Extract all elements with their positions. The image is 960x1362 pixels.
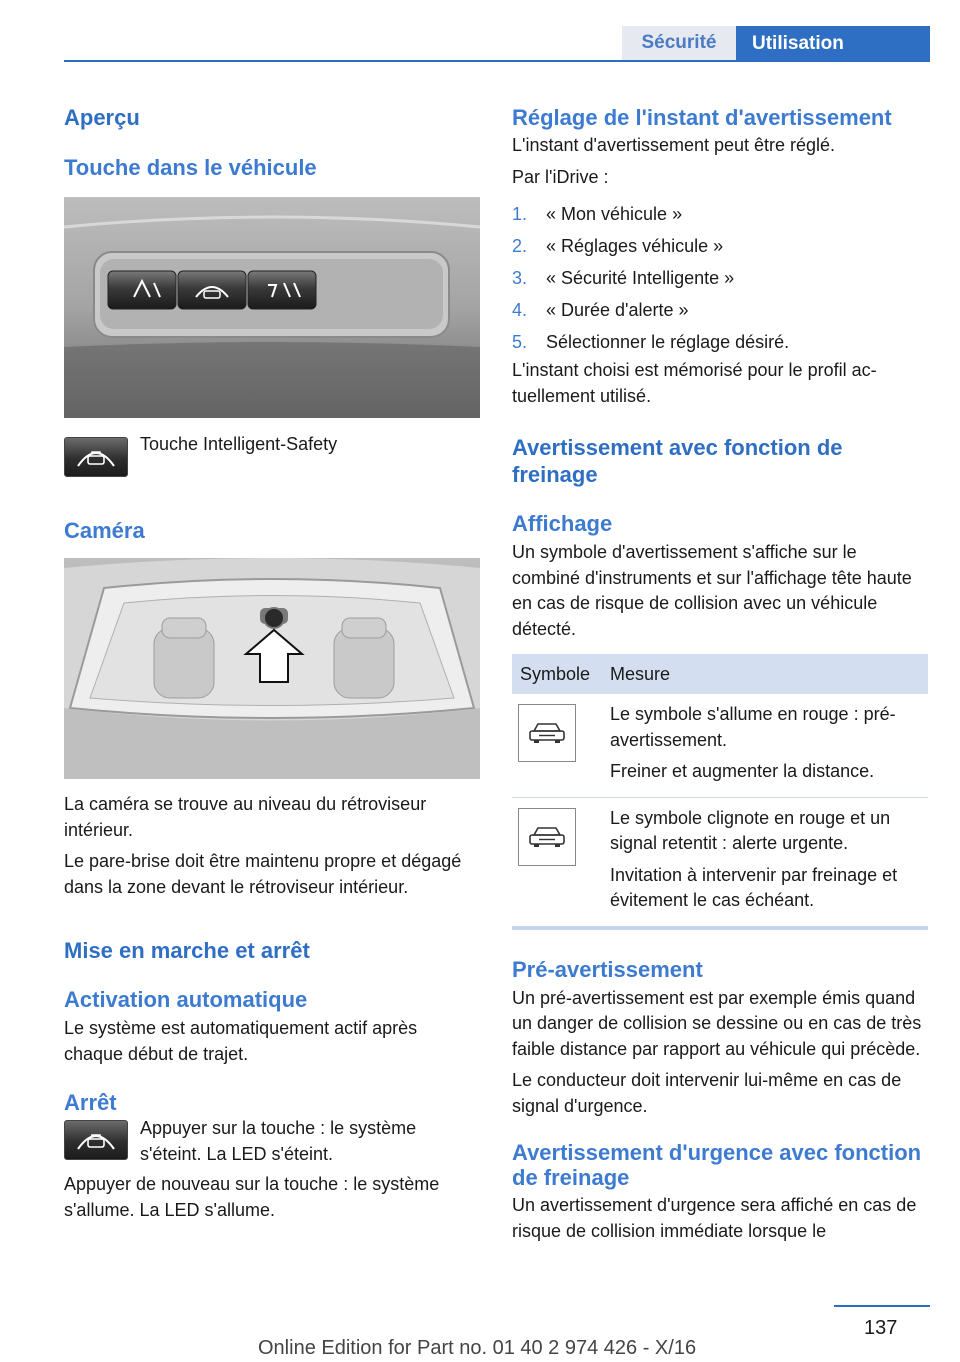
roof-buttons-illustration (64, 197, 480, 418)
left-column (64, 100, 480, 1223)
page-number: 137 (864, 1317, 898, 1339)
row1-text-a: Le symbole s'allume en rouge : pré-avertissement. (610, 704, 896, 750)
row2-text-b: Invitation à intervenir par freinage et évitement le cas échéant. (610, 864, 898, 910)
heading-touche-vehicule: Touche dans le véhicule (64, 155, 317, 180)
heading-camera: Caméra (64, 518, 145, 543)
table-row (512, 694, 928, 797)
intelligent-safety-button-icon (64, 437, 128, 477)
activation-paragraph: Le système est automatiquement actif après chaque début de trajet. (64, 1018, 418, 1064)
heading-apercu: Aperçu (64, 105, 140, 130)
reglage-paragraph-2: Par l'iDrive : (512, 166, 609, 187)
row1-text-b: Freiner et augmenter la distance. (610, 761, 875, 781)
heading-mise-en-marche: Mise en marche et arrêt (64, 938, 310, 963)
edition-footer: Online Edition for Part no. 01 40 2 974 426 - X/16 (258, 1337, 697, 1359)
windshield-camera-illustration (64, 558, 480, 779)
tab-utilisation[interactable]: Utilisation (736, 26, 930, 62)
affichage-paragraph: Un symbole d'avertissement s'affiche sur le combiné d'instruments et sur l'affichage tête haute en cas de risque de collision avec un véhicule détecté. (512, 542, 912, 639)
right-column (512, 100, 928, 1244)
arret-legend (64, 1118, 480, 1167)
arret-caption: Appuyer sur la touche : le système s'éteint. La LED s'éteint. (140, 1118, 417, 1164)
camera-paragraph-1: La caméra se trouve au niveau du rétroviseur intérieur. (64, 794, 427, 840)
intelligent-safety-button-icon (64, 1120, 128, 1160)
preavert-paragraph-1: Un pré-avertissement est par exemple émis quand un danger de collision se dessine ou en cas de très faible distance par rapport au véhicule qui précède. (512, 987, 922, 1059)
reglage-paragraph-1: L'instant d'avertissement peut être réglé. (512, 135, 836, 155)
heading-reglage: Réglage de l'instant d'avertissement (512, 105, 892, 130)
heading-arret: Arrêt (64, 1090, 117, 1115)
list-item: 4. « Durée d'alerte » (512, 300, 689, 320)
reglage-paragraph-3: L'instant choisi est mémorisé pour le profil actuellement utilisé. (512, 360, 877, 406)
list-item: 2. « Réglages véhicule » (512, 236, 724, 256)
column-header-symbole: Symbole (512, 654, 602, 694)
heading-avertissement-urgence: Avertissement d'urgence avec fonction de freinage (512, 1140, 922, 1190)
idrive-steps (512, 202, 928, 356)
list-item: 3. « Sécurité Intelligente » (512, 268, 735, 288)
photo-roof-buttons (64, 197, 480, 418)
heading-avertissement-freinage: Avertissement avec fonction de freinage (512, 435, 843, 487)
camera-paragraph-2: Le pare-brise doit être maintenu propre et dégagé dans la zone devant le rétroviseur intérieur. (64, 851, 462, 897)
column-header-mesure: Mesure (602, 654, 928, 694)
header-rule (64, 60, 930, 62)
car-warning-icon (518, 704, 576, 762)
urgence-paragraph: Un avertissement d'urgence sera affiché en cas de risque de collision immédiate lorsque le (512, 1195, 917, 1241)
list-item: 5. Sélectionner le réglage désiré. (512, 332, 790, 352)
touche-legend (64, 435, 480, 477)
symbol-table (512, 654, 928, 924)
photo-camera-windshield (64, 558, 480, 779)
arret-paragraph-2: Appuyer de nouveau sur la touche : le système s'allume. La LED s'allume. (64, 1174, 440, 1220)
car-warning-icon (518, 808, 576, 866)
table-bottom-rule (512, 926, 928, 930)
heading-activation-automatique: Activation automatique (64, 987, 308, 1012)
tab-securite[interactable]: Sécurité (622, 26, 736, 60)
footer-rule (834, 1305, 930, 1307)
table-row (512, 797, 928, 924)
preavert-paragraph-2: Le conducteur doit intervenir lui-même en cas de signal d'urgence. (512, 1070, 902, 1116)
list-item: 1. « Mon véhicule » (512, 204, 683, 224)
heading-affichage: Affichage (512, 511, 613, 536)
touche-caption: Touche Intelligent-Safety (140, 434, 338, 454)
heading-pre-avertissement: Pré-avertissement (512, 956, 703, 982)
row2-text-a: Le symbole clignote en rouge et un signal retentit : alerte urgente. (610, 807, 891, 853)
